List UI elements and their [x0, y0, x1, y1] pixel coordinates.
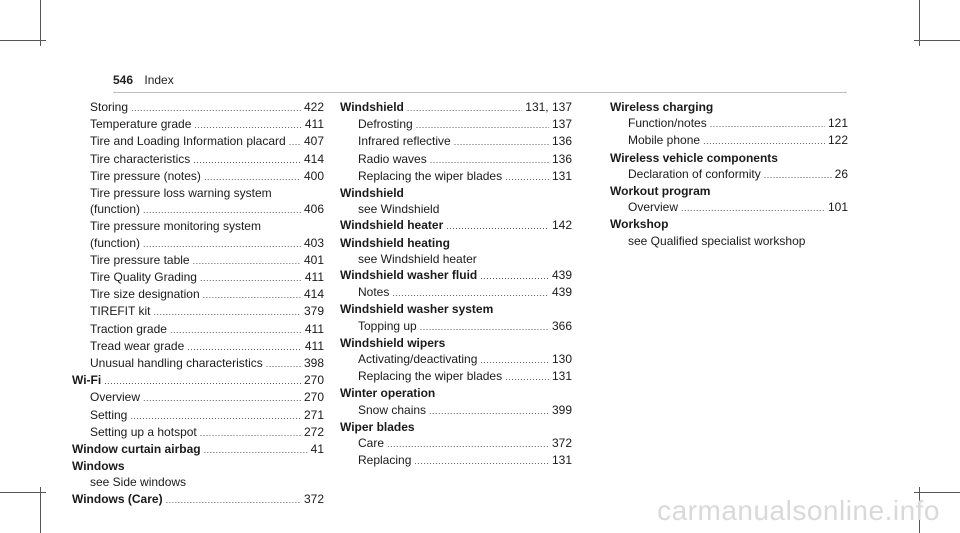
index-entry	[72, 491, 324, 508]
page-reference[interactable]: 411	[304, 321, 324, 336]
index-entry	[340, 301, 572, 317]
index-entry	[340, 385, 572, 401]
dot-leader	[153, 304, 301, 320]
page-reference[interactable]: 372	[551, 436, 572, 451]
page-reference[interactable]: 271	[303, 407, 324, 422]
dot-leader	[480, 268, 549, 284]
index-subentry	[72, 321, 324, 338]
dot-leader	[143, 236, 301, 252]
page-reference[interactable]: 122	[827, 133, 848, 148]
entry-term: Tire Quality Grading	[90, 270, 197, 285]
dot-leader	[505, 169, 549, 185]
dot-leader	[170, 322, 302, 338]
dot-leader	[289, 134, 301, 150]
dot-leader	[505, 369, 549, 385]
entry-term: Windshield heater	[340, 218, 444, 233]
page-number: 546	[113, 73, 134, 87]
page-reference[interactable]: 121	[827, 116, 848, 131]
entry-term: Unusual handling characteristics	[90, 356, 263, 371]
entry-term: Windshield washer system	[340, 302, 494, 317]
entry-term: Radio waves	[358, 151, 427, 166]
index-subentry	[72, 99, 324, 116]
dot-leader	[454, 134, 549, 150]
page-reference[interactable]: 137	[551, 117, 572, 132]
index-column-1	[72, 99, 324, 508]
index-subentry	[340, 116, 572, 133]
entry-term: Replacing the wiper blades	[358, 369, 503, 384]
entry-term: Windshield washer fluid	[340, 268, 478, 283]
dot-leader	[204, 169, 301, 185]
page-reference[interactable]: 407	[303, 134, 324, 149]
entry-term: Window curtain airbag	[72, 442, 201, 457]
page-reference[interactable]: 131	[551, 168, 572, 183]
index-entry	[340, 99, 572, 116]
dot-leader	[203, 287, 301, 303]
page-reference[interactable]: 131, 137	[525, 100, 572, 114]
page-reference[interactable]: 270	[303, 373, 324, 388]
index-entry	[610, 99, 848, 115]
page-reference[interactable]: 401	[303, 252, 324, 267]
page-reference[interactable]: 130	[551, 352, 572, 367]
index-entry	[610, 216, 848, 232]
dot-leader	[200, 270, 302, 286]
index-subentry	[610, 132, 848, 149]
entry-term: Setting	[90, 407, 128, 422]
entry-term: Wireless vehicle components	[610, 150, 778, 165]
entry-term: Temperature grade	[90, 117, 192, 132]
index-subentry	[72, 151, 324, 168]
page-reference[interactable]: 366	[551, 318, 572, 333]
dot-leader	[193, 152, 301, 168]
dot-leader	[416, 117, 549, 133]
index-subentry	[340, 251, 572, 267]
crop-mark	[0, 492, 46, 493]
dot-leader	[703, 133, 825, 149]
dot-leader	[143, 202, 301, 218]
page-reference[interactable]: 270	[303, 390, 324, 405]
entry-term: Function/notes	[628, 116, 707, 131]
entry-term: Tire characteristics	[90, 151, 191, 166]
entry-term: Windows	[72, 459, 125, 474]
dot-leader	[392, 285, 549, 301]
index-subentry	[340, 452, 572, 469]
dot-leader	[104, 373, 301, 389]
page-reference[interactable]: 142	[551, 218, 572, 233]
entry-term: Tread wear grade	[90, 338, 185, 353]
entry-term: Windshield	[340, 100, 404, 114]
dot-leader	[681, 200, 825, 216]
index-entry	[610, 150, 848, 166]
entry-term: Windshield heating	[340, 235, 450, 250]
entry-term: Overview	[628, 200, 679, 215]
index-subentry	[72, 286, 324, 303]
entry-term: (function)	[90, 202, 141, 217]
index-subentry	[340, 351, 572, 368]
page-reference[interactable]: 131	[551, 369, 572, 384]
dot-leader	[429, 403, 549, 419]
entry-term: Workout program	[610, 184, 711, 199]
entry-term: Overview	[90, 390, 141, 405]
entry-term: TIREFIT kit	[90, 304, 151, 319]
index-subentry	[72, 303, 324, 320]
index-subentry	[610, 115, 848, 132]
page-reference[interactable]: 272	[303, 424, 324, 439]
index-subentry	[72, 338, 324, 355]
page-reference[interactable]: 399	[551, 402, 572, 417]
index-subentry	[72, 355, 324, 372]
entry-term: Infrared reflective	[358, 134, 451, 149]
index-entry	[340, 267, 572, 284]
index-subentry	[72, 218, 324, 234]
entry-term: Tire pressure (notes)	[90, 168, 201, 183]
dot-leader	[710, 116, 825, 132]
entry-term: Mobile phone	[628, 133, 701, 148]
index-subentry	[72, 201, 324, 218]
page-reference[interactable]: 403	[303, 235, 324, 250]
page-reference[interactable]: 400	[303, 168, 324, 183]
index-subentry	[72, 407, 324, 424]
dot-leader	[407, 100, 522, 116]
index-subentry	[340, 318, 572, 335]
index-subentry	[340, 201, 572, 217]
index-subentry	[72, 424, 324, 441]
index-column-3	[610, 99, 848, 249]
entry-term: Notes	[358, 285, 390, 300]
dot-leader	[266, 356, 301, 372]
index-subentry	[340, 368, 572, 385]
page-header	[113, 73, 174, 87]
dot-leader	[166, 492, 301, 508]
page-reference[interactable]: 372	[303, 491, 324, 506]
index-subentry	[610, 199, 848, 216]
index-subentry	[340, 133, 572, 150]
index-subentry	[72, 474, 324, 490]
dot-leader	[764, 167, 832, 183]
entry-term: see Qualified specialist workshop	[628, 233, 806, 248]
entry-term: Setting up a hotspot	[90, 424, 197, 439]
index-subentry	[610, 166, 848, 183]
entry-term: Declaration of conformity	[628, 166, 761, 181]
page-reference[interactable]: 41	[310, 442, 324, 457]
entry-term: Defrosting	[358, 117, 413, 132]
index-subentry	[72, 116, 324, 133]
entry-term: Tire and Loading Information placard	[90, 134, 286, 149]
index-subentry	[72, 168, 324, 185]
page-reference[interactable]: 398	[303, 356, 324, 371]
index-subentry	[610, 233, 848, 249]
entry-term: Wireless charging	[610, 100, 714, 114]
dot-leader	[204, 442, 308, 458]
dot-leader	[131, 100, 301, 116]
entry-term: see Windshield	[358, 202, 440, 217]
entry-term: Tire pressure table	[90, 252, 190, 267]
index-entry	[340, 235, 572, 251]
index-entry	[610, 183, 848, 199]
crop-mark	[914, 492, 960, 493]
page-reference[interactable]: 411	[304, 338, 324, 353]
dot-leader	[420, 319, 549, 335]
entry-term: Windshield	[340, 186, 404, 201]
index-entry	[72, 441, 324, 458]
page-reference[interactable]: 439	[551, 268, 572, 283]
dot-leader	[187, 339, 302, 355]
dot-leader	[194, 117, 301, 133]
entry-term: Topping up	[358, 318, 417, 333]
page-reference[interactable]: 411	[304, 270, 324, 285]
page-reference[interactable]: 411	[304, 117, 324, 132]
crop-mark	[914, 40, 960, 41]
section-title: Index	[144, 73, 174, 87]
page-reference[interactable]: 26	[834, 166, 848, 181]
entry-term: Traction grade	[90, 321, 167, 336]
watermark-text: carmanualsonline.info	[657, 495, 940, 526]
dot-leader	[143, 390, 301, 406]
entry-term: Replacing	[358, 453, 412, 468]
dot-leader	[130, 408, 301, 424]
header-divider	[113, 92, 847, 93]
index-column-2	[340, 99, 572, 469]
page-reference[interactable]: 136	[551, 134, 572, 149]
entry-term: Snow chains	[358, 402, 427, 417]
entry-term: Care	[358, 436, 385, 451]
index-subentry	[72, 185, 324, 201]
index-entry	[340, 185, 572, 201]
page-reference[interactable]: 379	[303, 304, 324, 319]
dot-leader	[446, 218, 549, 234]
entry-term: Windows (Care)	[72, 491, 163, 506]
entry-term: see Windshield heater	[358, 251, 477, 266]
index-entry	[340, 419, 572, 435]
dot-leader	[387, 436, 549, 452]
entry-term: (function)	[90, 235, 141, 250]
index-subentry	[72, 269, 324, 286]
index-entry	[72, 458, 324, 474]
index-subentry	[340, 168, 572, 185]
index-subentry	[340, 435, 572, 452]
dot-leader	[430, 152, 549, 168]
dot-leader	[200, 425, 301, 441]
dot-leader	[480, 352, 549, 368]
entry-term: Replacing the wiper blades	[358, 168, 503, 183]
page-reference[interactable]: 406	[303, 202, 324, 217]
page-reference[interactable]: 414	[303, 287, 324, 302]
entry-term: Winter operation	[340, 386, 436, 401]
index-subentry	[340, 402, 572, 419]
index-subentry	[340, 284, 572, 301]
entry-term: Wiper blades	[340, 419, 415, 434]
entry-term: Tire pressure monitoring system	[90, 219, 261, 234]
dot-leader	[193, 253, 301, 269]
entry-term: Workshop	[610, 217, 669, 232]
index-subentry	[72, 389, 324, 406]
crop-mark	[40, 487, 41, 533]
crop-mark	[0, 40, 46, 41]
dot-leader	[414, 453, 549, 469]
page-reference[interactable]: 131	[551, 453, 572, 468]
page-reference[interactable]: 101	[827, 200, 848, 215]
entry-term: Tire size designation	[90, 287, 200, 302]
index-subentry	[72, 235, 324, 252]
index-subentry	[72, 252, 324, 269]
page-reference[interactable]: 136	[551, 151, 572, 166]
page-reference[interactable]: 439	[551, 285, 572, 300]
page-reference[interactable]: 414	[303, 151, 324, 166]
index-subentry	[72, 133, 324, 150]
index-entry	[340, 217, 572, 234]
entry-term: Tire pressure loss warning system	[90, 186, 272, 201]
entry-term: see Side windows	[90, 475, 187, 490]
entry-term: Windshield wipers	[340, 335, 446, 350]
entry-term: Storing	[90, 100, 129, 114]
index-subentry	[340, 151, 572, 168]
entry-term: Activating/deactivating	[358, 352, 478, 367]
entry-term: Wi-Fi	[72, 373, 102, 388]
index-entry	[340, 335, 572, 351]
page-reference[interactable]: 422	[303, 100, 324, 114]
index-entry	[72, 372, 324, 389]
